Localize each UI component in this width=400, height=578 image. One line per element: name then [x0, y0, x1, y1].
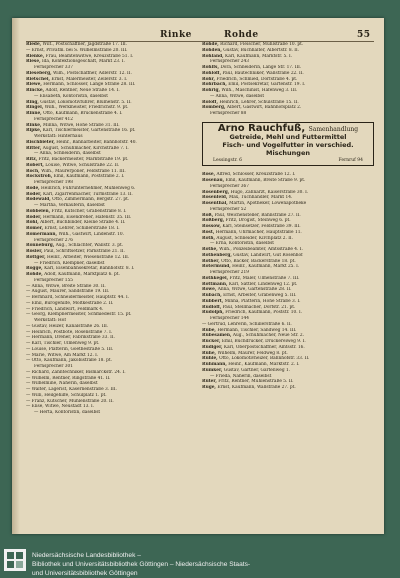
entry-subline: Fernsprecher 219 [210, 270, 250, 275]
entry-details: Ernst, Malermeister, Zellerstr. 3. I. [51, 76, 128, 82]
entry-details: Gustav, Landwirt, Gut Rosenhof [233, 252, 303, 258]
right-column-top [202, 42, 374, 117]
directory-entry [202, 178, 374, 190]
entry-details: Karl, Tischlermeister, Gartenstraße 16. pt. [42, 128, 136, 134]
entry-details: — Wilhelm, Rentner, Ringstraße 41. II. [26, 375, 111, 381]
entry-name: Roch, [26, 168, 40, 174]
entry-subline: Fernsprecher 155 [34, 277, 74, 283]
entry-name: Riewe, [26, 82, 42, 88]
entry-details: Emil, Postsekretär, Gartenstr. 19. I. [228, 82, 306, 88]
entry-subline: Fernsprecher 88 [210, 111, 247, 116]
entry-name: Rüter, [202, 379, 217, 385]
entry-details: Heinr., Arbeiter, Wiesenstraße 12. III. [46, 254, 130, 260]
entry-details: Karl, Steinsetzer, Feldstraße 39. III. [222, 224, 301, 229]
footer-line-2: Bibliothek und Universitätsbibliothek Göttingen – Niedersächsische Staats- [32, 561, 251, 568]
entry-subline: — Frieda, Näherin, daselbst [210, 373, 272, 379]
ad-footer [205, 157, 371, 164]
entry-details: Wilh., Maschinist, Hafenweg 3. III. [221, 88, 298, 93]
entry-name: Röbbelen, [26, 208, 51, 214]
entry-name: Rincke, [26, 88, 45, 93]
entry-details: — Bernhard, Schneidermeister, Hauptstr. 44. I. [26, 295, 130, 300]
entry-name: Römermann, [26, 231, 58, 237]
entry-name: Rosenau, [202, 178, 225, 183]
entry-details: Emil, Kaufmann, Poststraße 2. I. [53, 174, 125, 180]
entry-details: — Ernst, Privatm. bei S. Wilhelmstraße 20. III. [26, 47, 128, 53]
entry-subline: Fernsprecher 198 [34, 180, 74, 185]
entry-name: Rohrbach, [202, 82, 227, 88]
entry-details: Fritz, Rentner, Mühlenstraße 5. II. [218, 379, 294, 385]
entry-name: Rosenberg, [202, 189, 230, 195]
entry-name: Rohde, [26, 272, 43, 277]
running-header-right: Rohde [224, 30, 259, 40]
entry-name: Ruge, [202, 385, 216, 390]
directory-entry [202, 385, 374, 391]
entry-details: Wilh., Polizeibeamter, Amtsstraße 4. I. [219, 247, 303, 252]
footer-line-3: und Universitätsbibliothek Göttingen [32, 570, 138, 577]
entry-subline: — Erna, Kontoristin, daselbst [210, 241, 275, 247]
entry-details: — August, Maurer, Sandstraße 19. III. [26, 289, 110, 295]
directory-entry [26, 174, 198, 186]
directory-entry [26, 404, 198, 416]
entry-name: Rodewald, [26, 197, 51, 203]
entry-details: Heinr., Bahnarbeiter, Bahnhofstr. 40. [56, 139, 137, 145]
entry-subline: — Friedrich, Klempner, daselbst [34, 260, 105, 266]
entry-details: Gustav, Lokomotivführer, Blumenstr. 5. II. [40, 99, 132, 105]
entry-name: Rinne, [26, 111, 42, 116]
entry-name: Rischbieter, [26, 139, 55, 145]
entry-details: Heinrich, Fuhrunternehmer, Mühlenweg 6. [41, 185, 136, 191]
entry-name: Rönneburg, [26, 243, 55, 249]
entry-name: Ringel, [26, 105, 44, 111]
entry-details: Ernst, Arbeiter, Grabenweg 5. III. [223, 293, 297, 298]
directory-entry [26, 272, 198, 284]
directory-entry [26, 197, 198, 209]
entry-subline: Fernsprecher 144 [210, 316, 250, 321]
entry-details: Aug., Schuhmacher, Neue Str. 2. [232, 333, 305, 339]
entry-details: Fritz, Drogist, Steinweg 6. pt. [225, 218, 291, 224]
entry-subline: Werkstatt: Hinterhaus [34, 134, 83, 139]
entry-name: Rücker, [202, 339, 221, 344]
entry-subline: — Herta, Kontoristin, daselbst [34, 410, 101, 415]
directory-entry [202, 201, 374, 213]
directory-entry [26, 255, 198, 267]
entry-name: Rinke, [26, 122, 42, 128]
entry-details: August, Schneider, Kirchplatz 2. II. [216, 235, 293, 241]
entry-name: Röttger, [26, 254, 46, 260]
entry-details: Minna, Witwe, Hohe Straße 31. III. [42, 122, 120, 128]
entry-details: — Franz, Kutscher, Mühlenstraße 20. II. [26, 398, 114, 404]
entry-details: Hermann, Tischler, Sandweg 14. III. [217, 327, 297, 333]
entry-name: Rudolph, [202, 310, 224, 316]
entry-name: Rogge, [26, 266, 43, 272]
library-logo-icon [4, 549, 26, 571]
running-header-left: Rinke [160, 30, 192, 40]
entry-name: Röder, [26, 214, 42, 220]
entry-name: Robert, [26, 162, 44, 168]
entry-subline: Fernsprecher 412 [34, 116, 74, 122]
directory-entry [26, 232, 198, 244]
ad-line-1: Getreide, Mehl und Futtermittel [229, 132, 347, 141]
entry-name: Rode, [26, 185, 40, 191]
entry-name: Roder, [26, 191, 42, 197]
entry-subline: Fernsprecher 276 [34, 237, 74, 243]
entry-name: Rüdiger, [202, 344, 223, 350]
entry-details: — Friedrich, Landwirt, Feldmark 4. [26, 306, 104, 312]
entry-details: — Gertrud, Lehrerin, Schillerstraße 6. II. [202, 321, 292, 327]
left-column [26, 42, 198, 416]
entry-details: Albert, Gastwirt, Bahnhofsplatz 2. [226, 105, 302, 111]
entry-subline: Fernsprecher 337 [34, 65, 74, 70]
entry-name: Rudloff, [202, 304, 222, 310]
entry-name: Rohr, [202, 76, 216, 82]
entry-subline: Werkstatt: Hof [34, 318, 66, 323]
entry-details: — Hermann, Dreher, Fabrikstraße 33. II. [26, 335, 115, 341]
entry-name: Romberg, [202, 105, 226, 111]
entry-name: Rubbert, [202, 298, 224, 304]
ad-company-name [205, 122, 371, 134]
directory-entry [202, 368, 374, 380]
entry-details: Dora, Schneiderin, Lange Str. 17. III. [220, 65, 302, 70]
entry-details: Heinrich, Lehrer, Schulstraße 15. II. [219, 99, 299, 105]
entry-details: Paul, Schriftsetzer, Parkstraße 21. II. [44, 249, 125, 254]
ad-address: Lessingstr. 6 [213, 157, 242, 163]
entry-details: Karl, Eisenbahnsekretär, Bahnhofstr. 8. I. [44, 266, 135, 272]
entry-name: Rühle, [202, 356, 218, 362]
entry-details: Karl, Kaufmann, Marktstr. 5. I. [224, 53, 293, 59]
entry-details: Gustav, Buchhalter, Albertstr. 8. II. [223, 47, 300, 53]
entry-name: Rothkegel, [202, 275, 229, 281]
entry-name: Rietschel, [26, 76, 50, 82]
entry-name: Rohden, [202, 47, 222, 53]
entry-details: Heinr., Kaufmann, Marktstr. 2. I. [228, 362, 300, 367]
ad-phone: Fernruf 94 [338, 157, 363, 163]
directory-entry [26, 88, 198, 100]
page-gutter [12, 18, 20, 534]
entry-name: Rossow, [202, 224, 221, 229]
entry-name: Rühe, [202, 350, 217, 356]
entry-details: — Elise, Witwe, Neustadt 13. I. [26, 404, 95, 410]
entry-name: Rösler, [26, 249, 43, 254]
entry-details: — Walter, Lagerist, Kasernenstraße 3. III. [26, 387, 117, 392]
entry-details: August, Schuhmacher, Kirchstraße 7. I. [42, 145, 129, 151]
entry-details: Albert, Buchbinder, Kleine Straße 4. II. [40, 220, 126, 226]
entry-details: Wilh., Postschaffner, Adlerstr. 12. II. [52, 70, 132, 76]
entry-details: Paul, Weichensteller, Bahnstraße 27. II. [214, 212, 301, 218]
entry-name: Rübe, [202, 327, 216, 333]
entry-name: Rose, [202, 172, 216, 178]
entry-name: Römer, [26, 226, 44, 231]
entry-subline: Fernsprecher 301 [34, 364, 74, 369]
entry-name: Röhl, [26, 220, 39, 226]
entry-name: Rockstroh, [26, 174, 53, 180]
directory-entry [26, 128, 198, 140]
entry-name: Ritz, [26, 157, 38, 162]
entry-details: — Willi, Heilgehilfe, Schulplatz 1. pt. [26, 392, 107, 398]
entry-name: Rübesamen, [202, 333, 232, 339]
entry-name: Rost, [202, 229, 215, 235]
entry-details: Richard, Fleischer, Mühlstraße 10. pt. [220, 42, 304, 47]
entry-name: Roß, [202, 212, 214, 218]
entry-details: Friedrich, Schmied, Dorfstraße 4. pt. [216, 76, 298, 82]
entry-name: Roloff, [202, 99, 218, 105]
entry-details: Anna, Witwe, Gartenstraße 28. II. [217, 287, 292, 293]
entry-name: Rothenberg, [202, 252, 232, 258]
advertisement-box [202, 122, 374, 167]
entry-subline: Fernsprecher 243 [210, 59, 250, 65]
entry-details: — Heinrich, Postbote, Rosenstraße 7. I. [26, 329, 113, 335]
entry-details: Frau, Beamtenwitwe, Kreuzstraße 51. I. [45, 53, 134, 59]
entry-details: Paul, Bautechniker, Wallstraße 22. II. [222, 70, 304, 76]
directory-entry [202, 236, 374, 248]
entry-name: Roth, [202, 235, 216, 241]
entry-details: — Karl, Tischler, Ulmenweg 9. pt. [26, 341, 100, 346]
entry-details: Karl, Sattler, Lindenweg 12. pt. [228, 281, 298, 287]
entry-details: Minna, Plätterin, Hohe Straße 3. I. [224, 298, 301, 304]
entry-details: Otto, Lokomotivheizer, Bahnhofstr. 33. II. [219, 356, 310, 362]
entry-name: Ripke, [26, 128, 42, 134]
entry-details: Paul, Stellmacher, Dorfstr. 21. pt. [222, 304, 296, 310]
entry-details: Fritz, Maler, Ulmenstraße 7. III. [229, 275, 300, 281]
entry-subline: — Anna, Schneiderin, daselbst [34, 151, 101, 157]
entry-details: Hermann, Uhrmacher, Hauptstraße 11. [215, 229, 302, 235]
entry-subline: — Elisabeth, Kontoristin, daselbst [34, 93, 108, 99]
entry-name: Rother, [202, 258, 220, 264]
ad-line-2: Fisch- und Vogelfutter in verschied. Mischungen [222, 140, 354, 157]
entry-details: Emil, Kaufmann, Breite Straße 9. pt. [225, 178, 306, 183]
entry-name: Rosenthal, [202, 201, 228, 206]
entry-details: Otto, Kaufmann, Brückenstraße 4. I. [43, 111, 123, 116]
entry-details: Emil, Buchdrucker, Druckereiweg 9. I. [221, 339, 306, 344]
entry-details: — Gustav, Heizer, Kanalstraße 26. III. [26, 323, 109, 329]
entry-details: — Marie, Witwe, Am Markt 12. I. [26, 352, 99, 358]
entry-details: Martin, Apotheker, Löwenapotheke [229, 201, 307, 206]
directory-entry [202, 88, 374, 100]
entry-details: Ernst, Kaufmann, Wallstraße 27. pt. [217, 385, 296, 390]
entry-details: Max, Tuchhändler, Markt 14. [228, 195, 293, 201]
entry-name: Rümker, [202, 367, 223, 373]
entry-name: Rieseberg, [26, 70, 52, 76]
entry-details: Ida, Konfektionsgeschäft, Markt 23. I. [41, 59, 125, 65]
directory-entry [202, 54, 374, 66]
entry-name: Rubach, [202, 293, 222, 298]
page-number: 55 [357, 30, 371, 40]
entry-subline: — Anna, Witwe, daselbst [210, 93, 265, 99]
entry-name: Rotermund, [202, 264, 231, 270]
entry-details: Otto, Zimmermann, Bergstr. 27. pt. [52, 197, 130, 203]
entry-name: Rowe, [202, 287, 217, 293]
entry-name: Rohrig, [202, 88, 220, 93]
entry-name: Rohloff, [202, 70, 222, 76]
entry-name: Rohlfs, [202, 65, 219, 70]
entry-details: Wilhelm, Maurer, Feldweg 8. pt. [217, 350, 288, 356]
ad-company: Arno Rauchfuß, [217, 122, 306, 134]
entry-name: Ritter, [26, 145, 42, 151]
entry-details: — Louise, Plätterin, Goethestraße 5. III. [26, 346, 114, 352]
entry-details: Friedrich, Kaufmann, Poststr. 10. I. [225, 310, 303, 316]
entry-details: Wilh., Maurerpolier, Feldstraße 11. III. [41, 168, 126, 174]
entry-name: Ring, [26, 99, 39, 105]
right-column-bottom [202, 172, 374, 391]
entry-name: Rühmann, [202, 362, 227, 367]
entry-details: Fritz, Bäckermeister, Marktstraße 19. pt. [38, 157, 129, 162]
entry-details: — Wilhelmine, Näherin, daselbst [26, 381, 98, 387]
entry-details: Karl, Oberpostschaffner, Amtsstr. 16. [223, 344, 305, 350]
entry-details: Ernst, Lehrer, Schillerstraße 18. I. [44, 226, 120, 231]
entry-details: Fritz, Kutscher, Grabenstraße 8. I. [51, 208, 127, 214]
entry-details: Otto, Bäcker, Bäckerstraße 18. pt. [221, 258, 296, 264]
entry-details: Hermann, Eisendreher, Hafenstr. 35. III. [43, 214, 132, 220]
ad-company-tag: Samenhandlung [308, 125, 359, 133]
directory-entry [202, 105, 374, 117]
entry-details: Karl, Zigarrenmacher, Turmstraße 13. II. [43, 191, 133, 197]
entry-details: Aug., Schlachter, Wallstr. 3. pt. [55, 243, 124, 249]
entry-details: Louise, Witwe, Schulstraße 22. II. [45, 162, 120, 168]
entry-name: Riese, [26, 59, 41, 65]
footer-line-1: Niedersächsische Landesbibliothek – [32, 552, 141, 559]
directory-entry [26, 312, 198, 324]
entry-name: Rohde, [202, 42, 219, 47]
entry-details: Wilt., Postschaffner, Jagdstraße 17. III. [42, 42, 128, 47]
directory-entry [202, 310, 374, 322]
entry-details: Gustav, Gärtner, Gartenweg 1. [223, 367, 291, 373]
entry-details: — Emil, Bürogehilfe, Moltkestraße 2. II. [26, 300, 114, 306]
directory-entry [26, 111, 198, 123]
directory-entry [26, 358, 198, 370]
entry-details: Hugo, Zahnarzt, Kaiserstraße 30. I. [230, 189, 309, 195]
directory-entry [26, 59, 198, 71]
directory-entry [202, 264, 374, 276]
entry-subline: Fernsprecher 367 [210, 183, 250, 189]
entry-name: Rienke, [26, 53, 45, 59]
entry-details: — Richard, Zahntechniker, Bismarckstr. 24. I. [26, 369, 126, 375]
entry-details: Wilh., Werkmeister, Friedrichstr. 9. pt. [44, 105, 129, 111]
right-column [202, 42, 374, 391]
entry-name: Rohland, [202, 53, 224, 59]
entry-subline: — Martha, Verkäuferin, daselbst [34, 203, 105, 208]
entry-details: Alfred, Schlosser, Kreuzstraße 12. I. [216, 172, 296, 178]
directory-entry [26, 146, 198, 158]
entry-details: Adolf, Rentner, Neue Straße 14. I. [45, 88, 120, 93]
entry-subline: Fernsprecher 52 [210, 206, 247, 212]
entry-name: Rosenfeld, [202, 195, 228, 201]
entry-details: — Anna, Witwe, Breite Straße 30. II. [26, 283, 106, 289]
entry-name: Riede, [26, 42, 42, 47]
entry-name: Roßberg, [202, 218, 225, 224]
entry-details: Adolf, Kaufmann, Marktplatz 6. pt. [44, 272, 120, 277]
entry-details: Heinr., Kaufmann, Markt 25. I. [232, 264, 300, 270]
entry-name: Rottmann, [202, 281, 228, 287]
entry-details: Wilh., Gastwirt, Lindenstr. 10. [58, 231, 125, 237]
entry-details: — Otto, Kaufmann, Jakobistraße 18. pt. [26, 358, 112, 364]
entry-details: — Georg, Klempnermeister, Schmiedestr. 15. pt. [26, 312, 132, 318]
entry-name: Rothe, [202, 247, 218, 252]
directory-page [12, 18, 384, 534]
entry-details: Hermann, Schlosser, Lange Straße 28. III. [43, 82, 136, 88]
